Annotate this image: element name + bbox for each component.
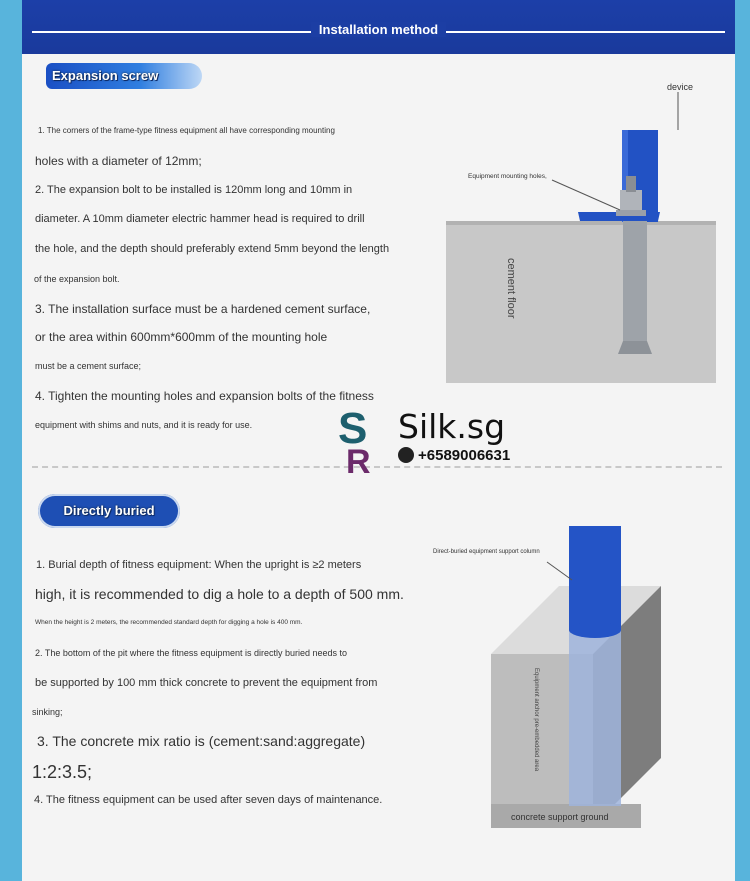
floor-top-edge [446, 221, 716, 225]
nut [620, 190, 642, 210]
s2-line-3: When the height is 2 meters, the recommended standard depth for digging a hole is 400 mm. [35, 619, 303, 626]
s1-line-11: equipment with shims and nuts, and it is ready for use. [35, 420, 253, 430]
holes-label: Equipment mounting holes, [468, 173, 547, 180]
s1-line-9: must be a cement surface; [35, 361, 142, 371]
s2-line-8: 1:2:3.5; [32, 762, 93, 782]
s1-line-8: or the area within 600mm*600mm of the mounting hole [35, 330, 328, 344]
s2-line-6: sinking; [32, 707, 63, 717]
badge-directly-buried [38, 494, 180, 528]
column-base-ellipse [569, 622, 621, 638]
badge-buried-label: Directly buried [63, 503, 155, 518]
s2-line-2: high, it is recommended to dig a hole to a depth of 500 mm. [35, 586, 404, 602]
s1-line-10: 4. Tighten the mounting holes and expansion bolts of the fitness [35, 389, 374, 403]
column-leader-line [547, 562, 572, 580]
sr-monogram-icon [338, 403, 398, 475]
section-header [22, 0, 735, 54]
s1-line-2: holes with a diameter of 12mm; [35, 154, 202, 168]
s1-line-4: diameter. A 10mm diameter electric hammer head is required to drill [35, 213, 365, 225]
header-title-wrap [22, 22, 735, 37]
content-sheet [22, 0, 735, 881]
s2-line-9: 4. The fitness equipment can be used after seven days of maintenance. [34, 794, 383, 806]
embedded-column-section [569, 610, 621, 806]
anchor-label: Equipment anchor pre-embedded area [533, 668, 539, 772]
support-column [569, 526, 621, 630]
s1-line-6: of the expansion bolt. [34, 274, 120, 284]
header-title: Installation method [311, 22, 446, 37]
floor-label: cement floor [505, 258, 517, 319]
bolt-sleeve-end [618, 341, 652, 354]
s1-line-5: the hole, and the depth should preferably extend 5mm beyond the length [35, 243, 390, 255]
badge-expansion-screw [46, 63, 202, 89]
watermark-logo [338, 403, 511, 480]
washer [616, 210, 646, 216]
s1-line-1: 1. The corners of the frame-type fitness equipment all have corresponding mounting [38, 126, 335, 135]
monogram-r: R [346, 443, 371, 475]
bolt-shank [623, 221, 647, 341]
s2-line-1: 1. Burial depth of fitness equipment: When the upright is ≥2 meters [36, 559, 362, 571]
watermark-brand: Silk.sg [398, 407, 506, 446]
holes-leader-line [552, 180, 620, 210]
expansion-bolt-diagram [440, 72, 720, 392]
s1-line-7: 3. The installation surface must be a hardened cement surface, [35, 302, 371, 316]
whatsapp-icon [398, 447, 414, 463]
s1-line-3: 2. The expansion bolt to be installed is 120mm long and 10mm in [35, 184, 353, 196]
s2-line-7: 3. The concrete mix ratio is (cement:sand:aggregate) [37, 733, 366, 749]
direct-burial-diagram [427, 520, 707, 835]
s2-line-4: 2. The bottom of the pit where the fitness equipment is directly buried needs to [35, 648, 348, 658]
ground-label: concrete support ground [511, 812, 609, 822]
s2-line-5: be supported by 100 mm thick concrete to prevent the equipment from [35, 677, 378, 689]
watermark-phone: +6589006631 [418, 447, 511, 464]
device-label: device [666, 82, 694, 92]
monogram-s: S [338, 404, 368, 453]
column-label: Direct-buried equipment support column [433, 549, 540, 555]
bolt-thread [626, 176, 636, 192]
cement-floor-block [446, 221, 716, 383]
badge-expansion-label: Expansion screw [52, 68, 159, 83]
